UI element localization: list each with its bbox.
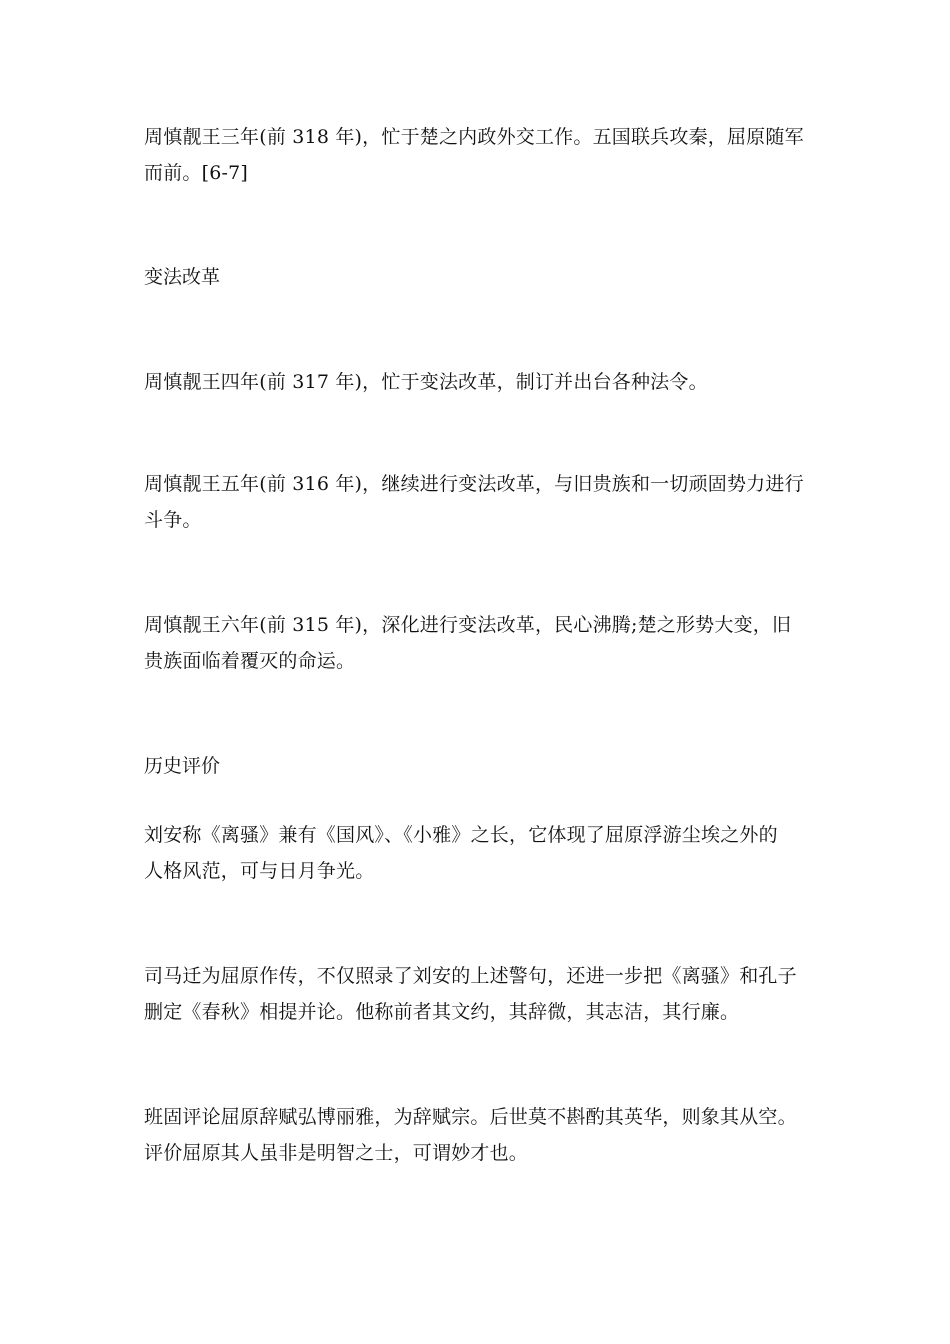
heading-text: 变法改革 bbox=[144, 266, 221, 288]
paragraph-zhou-4th-year bbox=[144, 364, 810, 400]
paragraph-sima-qian bbox=[144, 958, 810, 1030]
paragraph-line: 周慎靓王五年(前 316 年)，继续进行变法改革，与旧贵族和一切顽固势力进行 bbox=[144, 473, 804, 495]
paragraph-zhou-3rd-year bbox=[144, 119, 810, 191]
paragraph-ban-gu bbox=[144, 1099, 810, 1171]
paragraph-line: 周慎靓王六年(前 315 年)，深化进行变法改革，民心沸腾;楚之形势大变，旧 bbox=[144, 614, 792, 636]
paragraph-line: 刘安称《离骚》兼有《国风》、《小雅》之长，它体现了屈原浮游尘埃之外的 bbox=[144, 824, 778, 846]
heading-text: 历史评价 bbox=[144, 755, 221, 777]
paragraph-zhou-6th-year bbox=[144, 607, 810, 679]
paragraph-liu-an bbox=[144, 817, 810, 889]
paragraph-line: 斗争。 bbox=[144, 509, 202, 531]
paragraph-line: 人格风范，可与日月争光。 bbox=[144, 860, 375, 882]
paragraph-line: 而前。[6-7] bbox=[144, 162, 249, 184]
section-heading-reform bbox=[144, 259, 220, 295]
paragraph-zhou-5th-year bbox=[144, 466, 810, 538]
paragraph-line: 周慎靓王四年(前 317 年)，忙于变法改革，制订并出台各种法令。 bbox=[144, 371, 708, 393]
paragraph-line: 班固评论屈原辞赋弘博丽雅，为辞赋宗。后世莫不斟酌其英华，则象其从空。 bbox=[144, 1106, 797, 1128]
paragraph-line: 评价屈原其人虽非是明智之士，可谓妙才也。 bbox=[144, 1142, 529, 1164]
paragraph-line: 周慎靓王三年(前 318 年)，忙于楚之内政外交工作。五国联兵攻秦，屈原随军 bbox=[144, 126, 804, 148]
paragraph-line: 贵族面临着覆灭的命运。 bbox=[144, 650, 356, 672]
paragraph-line: 司马迁为屈原作传，不仅照录了刘安的上述警句，还进一步把《离骚》和孔子 bbox=[144, 965, 797, 987]
paragraph-line: 删定《春秋》相提并论。他称前者其文约，其辞微，其志洁，其行廉。 bbox=[144, 1001, 740, 1023]
section-heading-evaluation bbox=[144, 748, 220, 784]
